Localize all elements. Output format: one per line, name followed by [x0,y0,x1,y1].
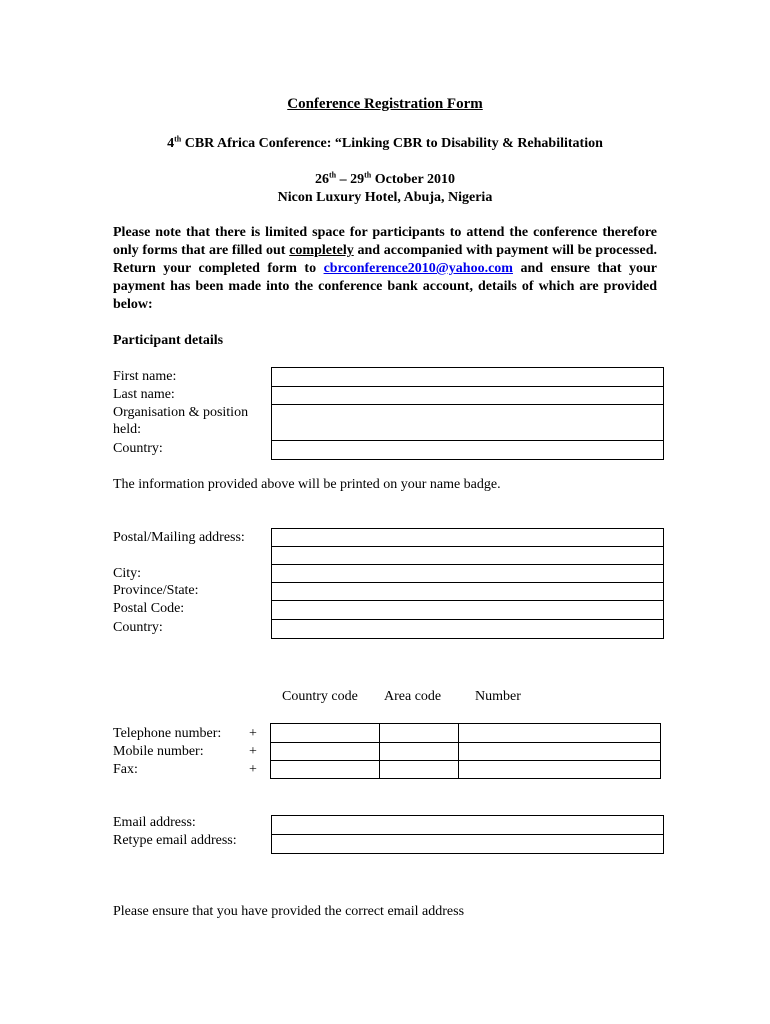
conference-venue: Nicon Luxury Hotel, Abuja, Nigeria [277,190,493,205]
telephone-number-field[interactable] [458,723,661,743]
organisation-field[interactable] [271,404,664,441]
date-dash: – [336,172,351,187]
participant-details-heading: Participant details [113,333,224,348]
fax-label: Fax: [113,762,138,777]
conference-number-ordinal: th [174,134,182,144]
telephone-plus: + [249,726,257,741]
postal-address-field-1[interactable] [271,528,664,547]
fax-area-code-field[interactable] [379,760,459,779]
address-country-field[interactable] [271,619,664,639]
name-badge-note: The information provided above will be printed on your name badge. [113,477,501,492]
mobile-area-code-field[interactable] [379,742,459,761]
intro-paragraph [113,224,657,314]
last-name-label: Last name: [113,387,175,402]
month-year: October 2010 [371,172,455,187]
email-link[interactable]: cbrconference2010@yahoo.com [323,261,513,276]
mobile-country-code-field[interactable] [270,742,380,761]
email-note: Please ensure that you have provided the correct email address [113,904,465,919]
city-field[interactable] [271,564,664,583]
retype-email-field[interactable] [271,834,664,854]
intro-text-3: and ensure that your payment has been made into the conference bank account, details of which are provided below: [113,261,657,312]
start-day-ordinal: th [329,170,337,180]
address-country-label: Country: [113,620,163,635]
participant-country-label: Country: [113,441,163,456]
email-label: Email address: [113,815,196,830]
telephone-country-code-field[interactable] [270,723,380,743]
fax-country-code-field[interactable] [270,760,380,779]
province-label: Province/State: [113,583,199,598]
number-header: Number [475,689,521,704]
organisation-label-cont: held: [113,422,141,437]
conference-number: 4 [167,136,175,151]
retype-email-label: Retype email address: [113,833,237,848]
end-day: 29 [350,172,365,187]
last-name-field[interactable] [271,386,664,405]
telephone-area-code-field[interactable] [379,723,459,743]
province-field[interactable] [271,582,664,601]
first-name-field[interactable] [271,367,664,387]
fax-plus: + [249,762,257,777]
organisation-label: Organisation & position [113,405,249,420]
end-day-ordinal: th [364,170,372,180]
form-title: Conference Registration Form [287,96,483,112]
mobile-number-field[interactable] [458,742,661,761]
intro-emphasis: completely [289,243,354,258]
city-label: City: [113,566,142,581]
mobile-plus: + [249,744,257,759]
participant-country-field[interactable] [271,440,664,460]
intro-text-2: and accompanied with payment will be processed. Return your completed form to [113,243,657,276]
intro-text-1: Please note that there is limited space for participants to attend the conference therefore only forms that are filled out [113,225,657,258]
first-name-label: First name: [113,369,177,384]
email-field[interactable] [271,815,664,835]
postal-code-field[interactable] [271,600,664,620]
fax-number-field[interactable] [458,760,661,779]
conference-dates [0,172,770,188]
postal-address-field-2[interactable] [271,546,664,565]
start-day: 26 [315,172,329,187]
mobile-label: Mobile number: [113,744,204,759]
country-code-header: Country code [282,689,358,704]
postal-address-label: Postal/Mailing address: [113,530,245,545]
telephone-label: Telephone number: [113,726,222,741]
postal-code-label: Postal Code: [113,601,185,616]
conference-subtitle [0,136,770,152]
area-code-header: Area code [384,689,442,704]
conference-name: CBR Africa Conference: “Linking CBR to Disability & Rehabilitation [181,136,603,151]
